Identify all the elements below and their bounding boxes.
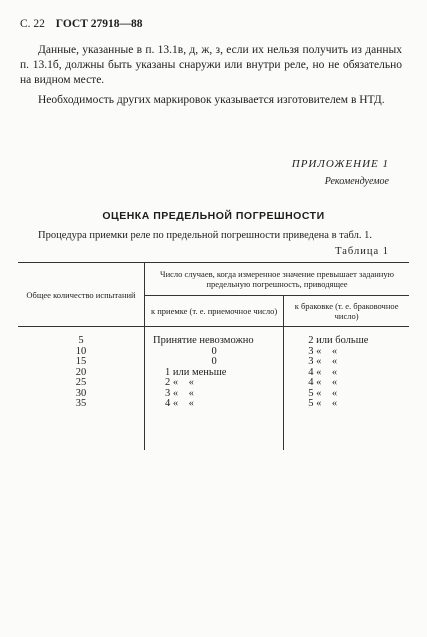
table-row xyxy=(18,399,409,410)
intro-text: Процедура приемки реле по предельной погрешности приведена в табл. 1. xyxy=(38,230,372,241)
appendix-subtitle: Рекомендуемое xyxy=(324,176,389,187)
cell-accept: Принятие невозможно xyxy=(145,327,284,347)
cell-accept: 0 xyxy=(145,347,284,358)
section-title: ОЦЕНКА ПРЕДЕЛЬНОЙ ПОГРЕШНОСТИ xyxy=(102,210,325,222)
cell-count: 30 xyxy=(75,387,87,399)
cell-count: 15 xyxy=(75,356,87,367)
cell-reject: 2 или больше xyxy=(284,327,409,347)
cell-accept: 1 или меньше xyxy=(145,368,284,379)
appendix-title: ПРИЛОЖЕНИЕ 1 xyxy=(291,158,389,170)
header-reject: к браковке (т. е. браковочное число) xyxy=(284,296,409,327)
acceptance-table xyxy=(18,262,409,450)
table-row xyxy=(18,378,409,389)
cell-reject: 3 « « xyxy=(284,347,409,358)
table-label: Таблица 1 xyxy=(335,246,389,257)
document-code: ГОСТ 27918—88 xyxy=(55,18,143,30)
cell-count: 35 xyxy=(75,398,87,409)
cell-reject: 5 « « xyxy=(284,399,409,410)
cell-count: 5 xyxy=(78,335,84,346)
cell-count: 10 xyxy=(75,345,87,357)
table-tail xyxy=(18,410,409,450)
paragraph-other-markings: Необходимость других маркировок указывается изготовителем в НТД. xyxy=(38,94,385,106)
cell-reject: 3 « « xyxy=(284,357,409,368)
header-cases-group: Число случаев, когда измеренное значение превышает заданную предельную погрешность, приводящее xyxy=(145,263,410,296)
cell-accept: 2 « « xyxy=(145,378,284,389)
paragraph-marking-data: Данные, указанные в п. 13.1в, д, ж, з, если их нельзя получить из данных п. 13.1б, должны быть указаны снаружи или внутри реле, но не обязательно на видном месте. xyxy=(20,44,402,86)
cell-count: 25 xyxy=(75,377,87,388)
page-number: С. 22 xyxy=(20,18,45,30)
cell-accept: 3 « « xyxy=(145,389,284,400)
table-row xyxy=(18,327,409,347)
cell-accept: 0 xyxy=(145,357,284,368)
cell-count: 20 xyxy=(75,366,87,378)
header-accept: к приемке (т. е. приемочное число) xyxy=(145,296,284,327)
table-row xyxy=(18,357,409,368)
cell-reject: 4 « « xyxy=(284,378,409,389)
cell-accept: 4 « « xyxy=(145,399,284,410)
cell-reject: 5 « « xyxy=(284,389,409,400)
header-total-tests: Общее количество испытаний xyxy=(18,263,145,327)
page-header xyxy=(20,18,143,30)
cell-reject: 4 « « xyxy=(284,368,409,379)
